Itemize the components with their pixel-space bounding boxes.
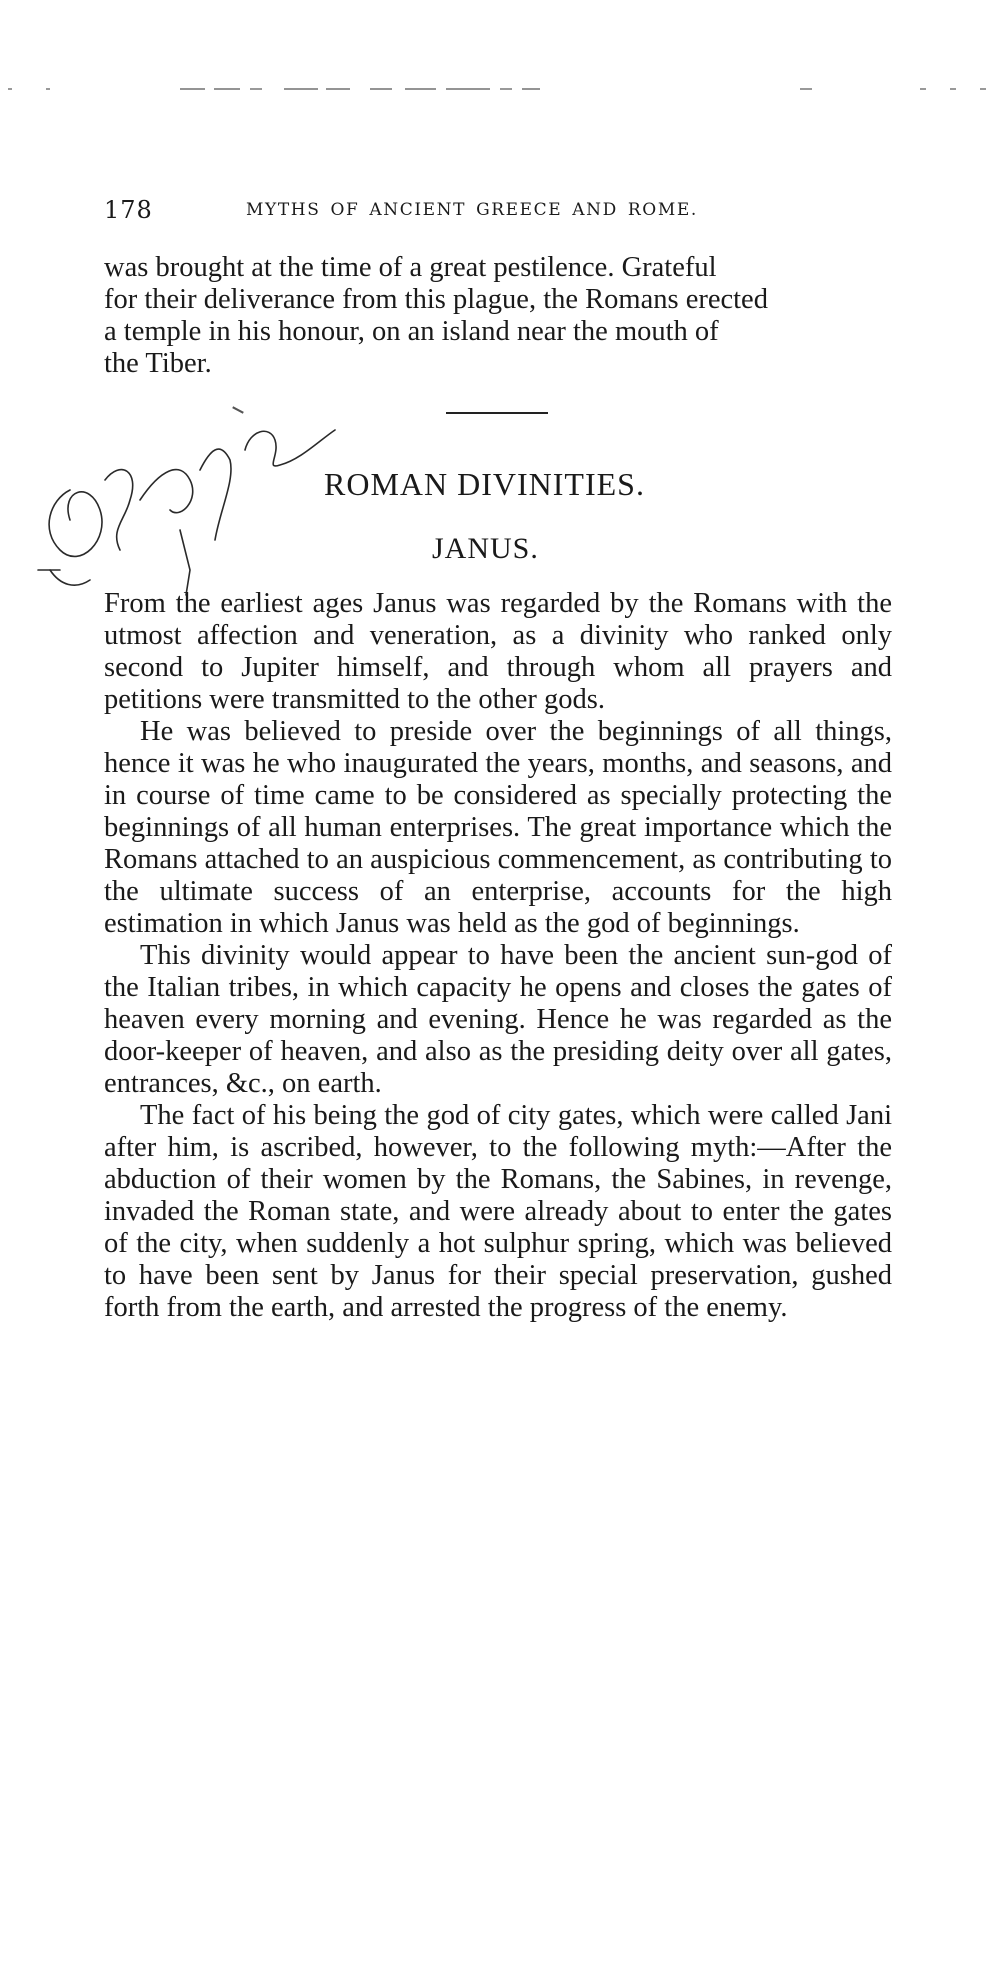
page-number: 178	[104, 196, 153, 224]
text-line: for their deliverance from this plague, the Romans erected	[104, 284, 768, 315]
text-line: a temple in his honour, on an island near the mouth of	[104, 316, 719, 347]
paragraph: The fact of his being the god of city gates, which were called Jani after him, is ascribed, however, to the following myth:—After the abduction of their women by the Romans, the Sabines, in revenge, invaded the Roman state, and were already about to enter the gates of the city, when suddenly a hot sulphur spring, which was believed to have been sent by Janus for their special preservation, gushed forth from the earth, and arrested the progress of the enemy.	[104, 1100, 892, 1323]
article-body	[104, 588, 892, 1324]
subsection-title: JANUS.	[432, 532, 539, 565]
section-title: ROMAN DIVINITIES.	[324, 466, 645, 502]
stray-mark	[232, 406, 244, 413]
page-header	[104, 196, 894, 226]
text-line: the Tiber.	[104, 348, 212, 379]
scan-artifact-line	[0, 86, 1000, 92]
section-divider	[446, 412, 548, 414]
paragraph: From the earliest ages Janus was regarded by the Romans with the utmost affection and veneration, as a divinity who ranked only second to Jupiter himself, and through whom all prayers and petitions were transmitted to the other gods.	[104, 588, 892, 715]
paragraph: He was believed to preside over the beginnings of all things, hence it was he who inaugurated the years, months, and seasons, and in course of time came to be considered as specially protecting the beginnings of all human enterprises. The great importance which the Romans attached to an auspicious commencement, as contributing to the ultimate success of an enterprise, accounts for the high estimation in which Janus was held as the god of beginnings.	[104, 716, 892, 939]
running-head: MYTHS OF ANCIENT GREECE AND ROME.	[246, 200, 698, 220]
text-line: was brought at the time of a great pestilence. Grateful	[104, 252, 717, 283]
continuation-paragraph	[104, 252, 892, 380]
paragraph: This divinity would appear to have been the ancient sun-god of the Italian tribes, in which capacity he opens and closes the gates of heaven every morning and evening. Hence he was regarded as the door-keeper of heaven, and also as the presiding deity over all gates, entrances, &c., on earth.	[104, 940, 892, 1099]
